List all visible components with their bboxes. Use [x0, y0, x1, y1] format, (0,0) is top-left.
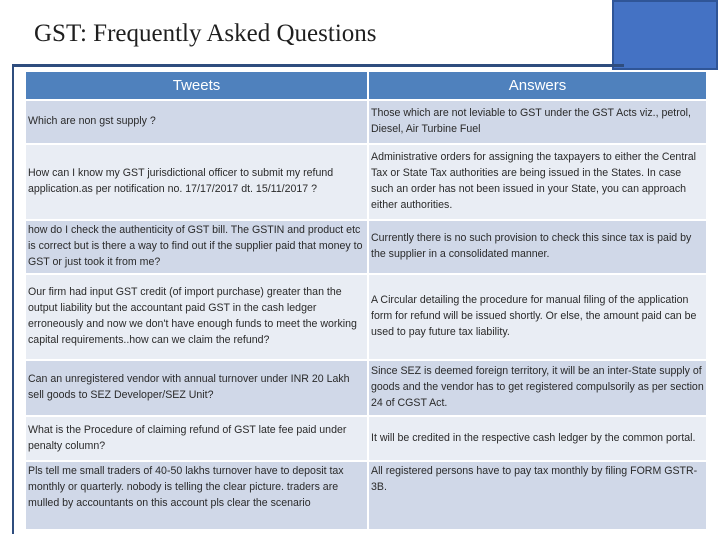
page-title: GST: Frequently Asked Questions	[34, 20, 377, 47]
column-header-answers: Answers	[368, 72, 706, 100]
decorative-corner-box	[612, 0, 718, 70]
tweet-cell: Can an unregistered vendor with annual turnover under INR 20 Lakh sell goods to SEZ Developer/SEZ Unit?	[26, 360, 368, 416]
table-row	[26, 220, 706, 274]
table-header-row	[26, 72, 706, 100]
answer-cell: Those which are not leviable to GST under the GST Acts viz., petrol, Diesel, Air Turbine Fuel	[368, 100, 706, 144]
table-row	[26, 274, 706, 360]
answer-cell: It will be credited in the respective cash ledger by the common portal.	[368, 416, 706, 461]
table-row	[26, 100, 706, 144]
tweet-cell: Pls tell me small traders of 40-50 lakhs turnover have to deposit tax monthly or quarterly. nobody is telling the clear picture. traders are mulled by accountants on this account pls clear the scenario	[26, 461, 368, 529]
tweet-cell: how do I check the authenticity of GST bill. The GSTIN and product etc is correct but is there a way to find out if the supplier paid that money to GST or just took it from me?	[26, 220, 368, 274]
answer-cell: A Circular detailing the procedure for manual filing of the application form for refund will be issued shortly. Or else, the amount paid can be used to pay future tax liability.	[368, 274, 706, 360]
tweet-cell: What is the Procedure of claiming refund of GST late fee paid under penalty column?	[26, 416, 368, 461]
tweet-cell: Which are non gst supply ?	[26, 100, 368, 144]
table-row	[26, 461, 706, 529]
table-row	[26, 144, 706, 220]
answer-cell: Since SEZ is deemed foreign territory, it will be an inter-State supply of goods and the vendor has to get registered compulsorily as per section 24 of CGST Act.	[368, 360, 706, 416]
table-row	[26, 416, 706, 461]
table-row	[26, 360, 706, 416]
answer-cell: All registered persons have to pay tax monthly by filing FORM GSTR-3B.	[368, 461, 706, 529]
left-divider	[12, 64, 14, 534]
column-header-tweets: Tweets	[26, 72, 368, 100]
answer-cell: Administrative orders for assigning the taxpayers to either the Central Tax or State Tax authorities are being issued in the States. In case such an order has not been issued in your State, you can approach either authorities.	[368, 144, 706, 220]
tweet-cell: Our firm had input GST credit (of import purchase) greater than the output liability but the accountant paid GST in the cash ledger erroneously and now we don't have enough funds to meet the working capital requirements..how can we claim the refund?	[26, 274, 368, 360]
title-divider	[12, 64, 624, 67]
tweet-cell: How can I know my GST jurisdictional officer to submit my refund application.as per notification no. 17/17/2017 dt. 15/11/2017 ?	[26, 144, 368, 220]
faq-table	[26, 72, 706, 529]
answer-cell: Currently there is no such provision to check this since tax is paid by the supplier in a consolidated manner.	[368, 220, 706, 274]
